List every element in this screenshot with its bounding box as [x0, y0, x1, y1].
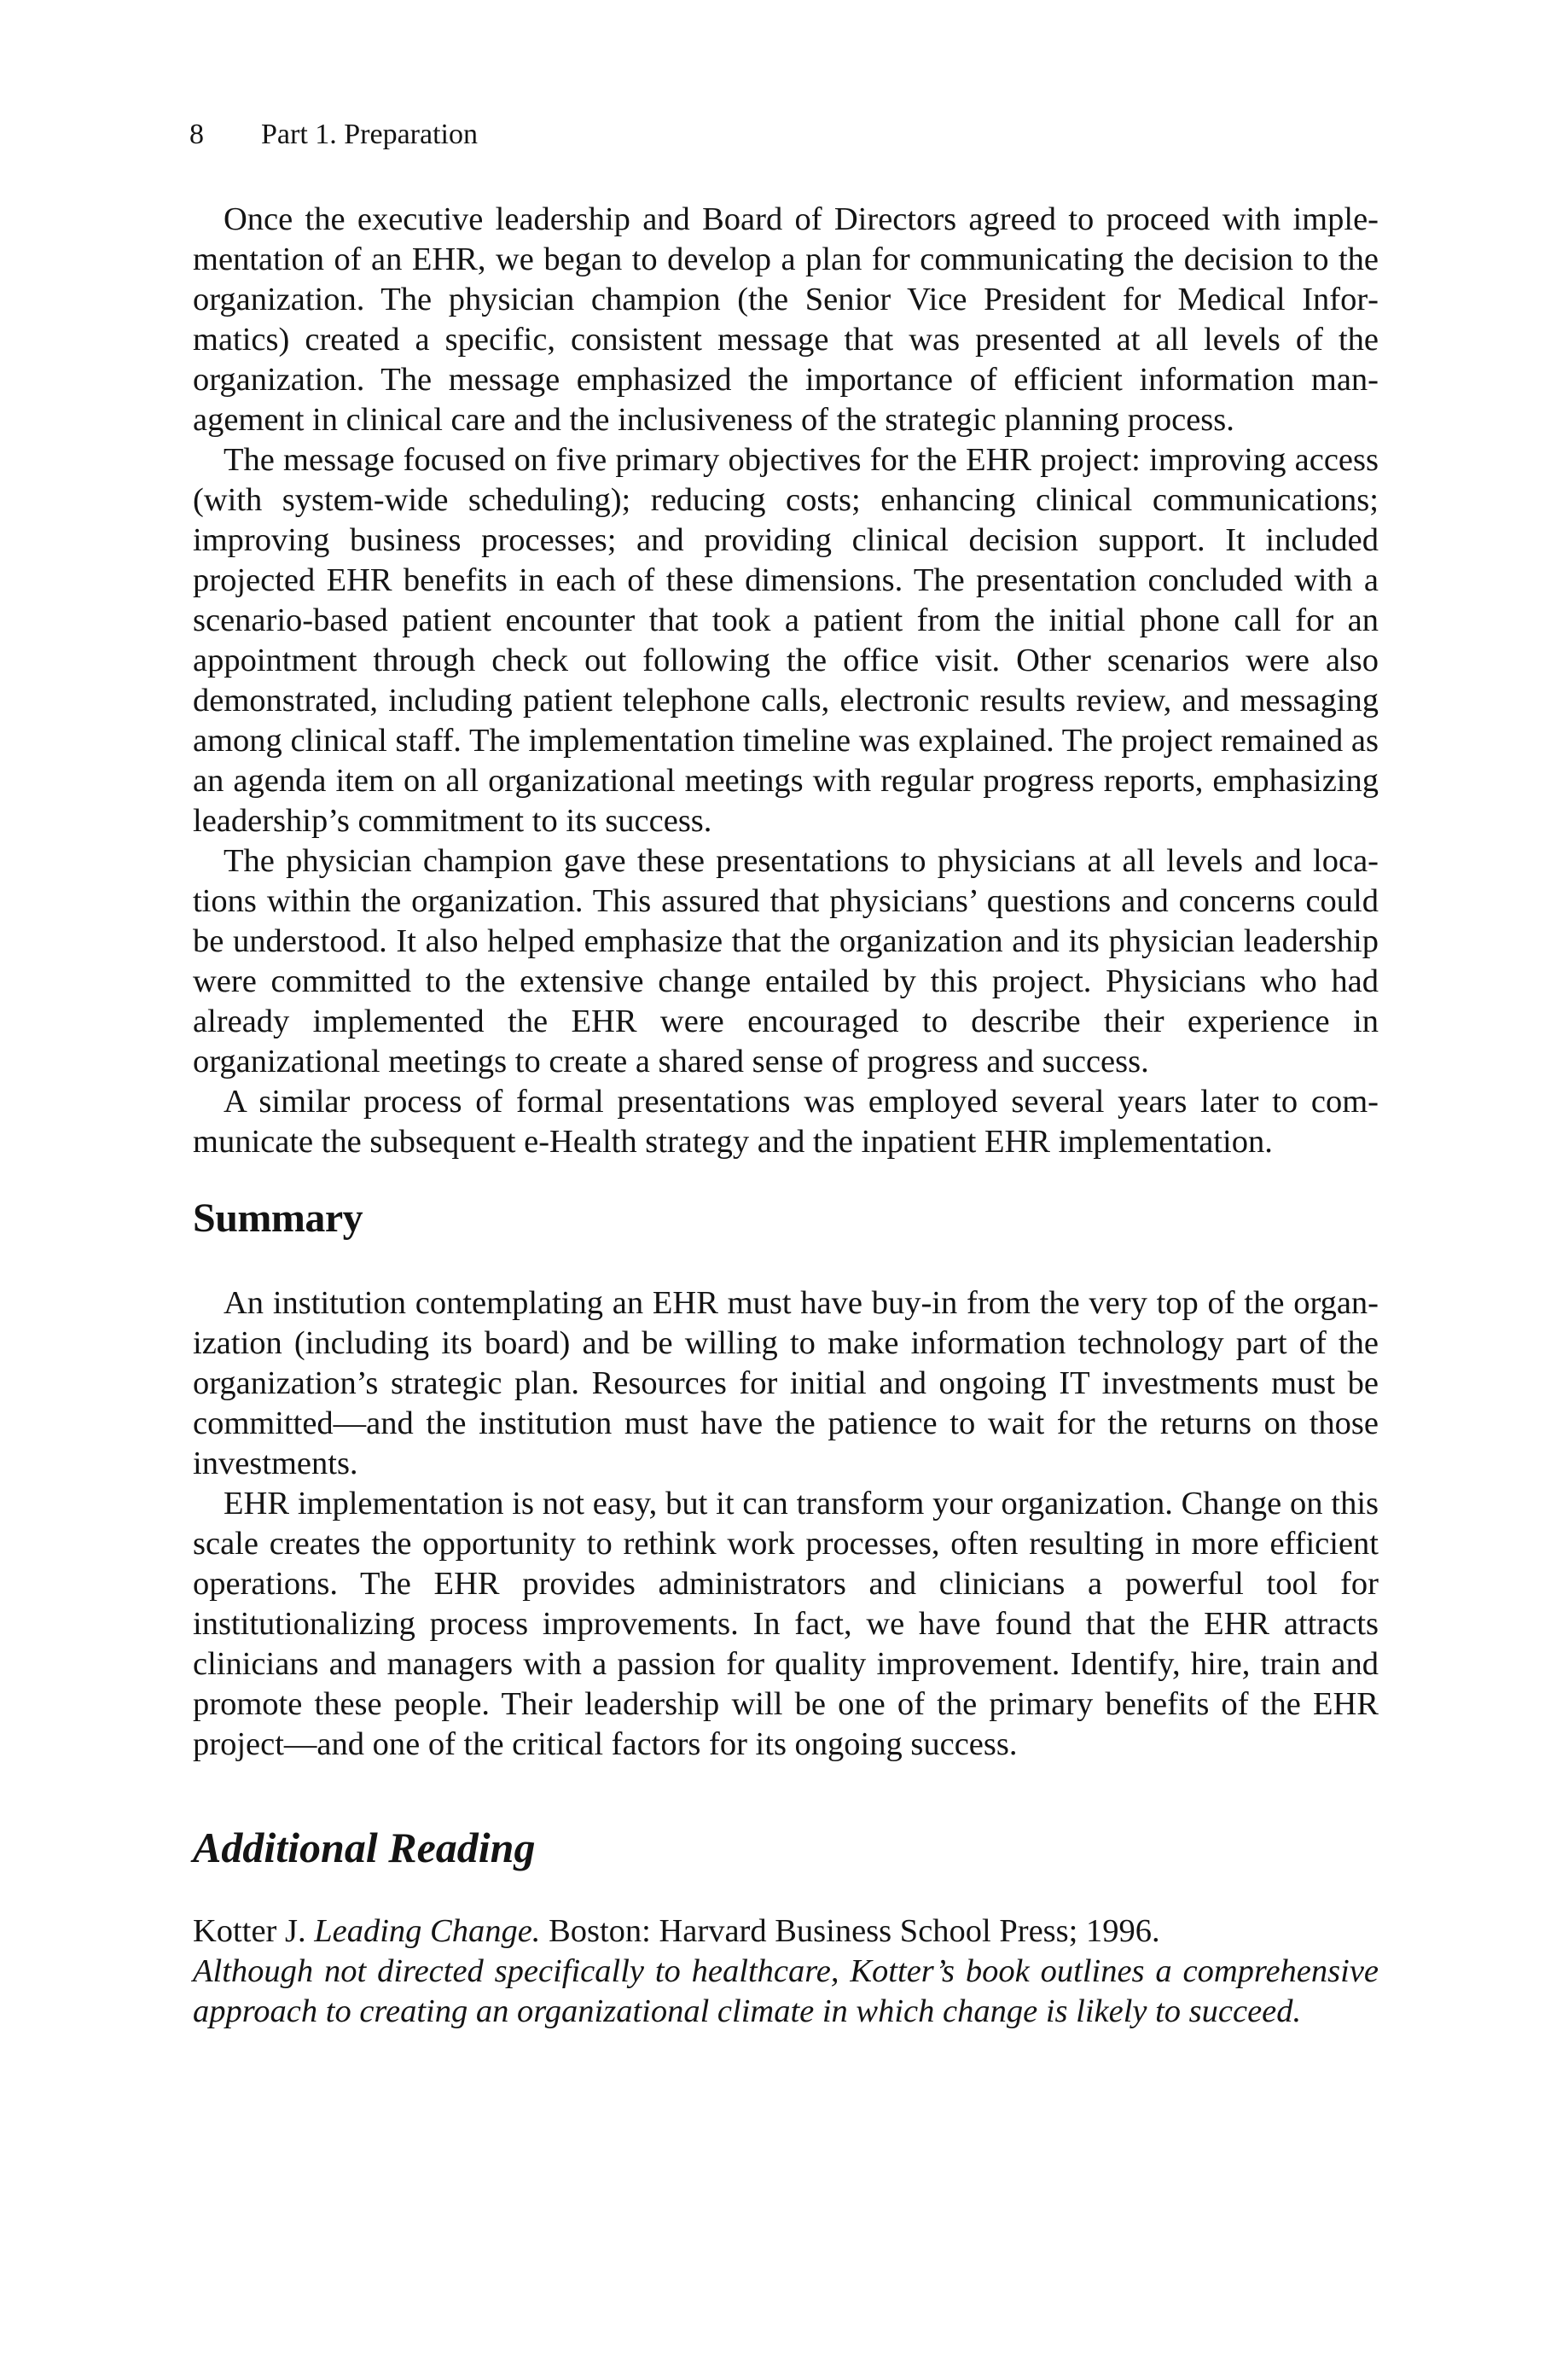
body-section: [193, 200, 1379, 1162]
page-number: 8: [189, 119, 204, 150]
summary-paragraph-1: An institution contemplating an EHR must have buy-in from the very top of the organization (including its board) and be willing to make information technology part of the organization’s strategic plan. Resources for initial and ongoing IT investments must be committed—and the institution must have the patience to wait for the returns on those investments.: [193, 1285, 1379, 1481]
running-head: [189, 118, 478, 152]
summary-section: [193, 1283, 1379, 1765]
body-paragraph-3: The physician champion gave these presentations to physicians at all levels and locations within the organization. This assured that physicians’ questions and concerns could be understood. It also helped emphasize that the organization and its physician leadership were committed to the extensive change entailed by this project. Physicians who had already implemented the EHR were encouraged to describe their experience in organizational meetings to create a shared sense of progress and success.: [193, 843, 1379, 1079]
additional-reading-heading: Additional Reading: [193, 1824, 536, 1871]
summary-paragraph-2: EHR implementation is not easy, but it can transform your organization. Change on this scale creates the opportunity to rethink work processes, often resulting in more efficient operations. The EHR provides administrators and clinicians a powerful tool for institutionalizing process improvements. In fact, we have found that the EHR attracts clinicians and managers with a passion for quality improvement. Identify, hire, train and promote these people. Their leadership will be one of the primary benefits of the EHR project—and one of the critical factors for its ongoing success.: [193, 1486, 1379, 1762]
part-title: Part 1. Preparation: [261, 119, 478, 150]
reference-author: Kotter J.: [193, 1913, 306, 1949]
reference-title: Leading Change.: [314, 1913, 541, 1949]
reference-entry: [193, 1911, 1379, 1952]
additional-reading-section: [193, 1911, 1379, 2032]
summary-heading: Summary: [193, 1196, 363, 1241]
reference-annotation: Although not directed specifically to healthcare, Kotter’s book outlines a comprehensive approach to creating an organizational climate in which change is likely to succeed.: [193, 1953, 1379, 2029]
body-paragraph-4: A similar process of formal presentations was employed several years later to communicate the subsequent e-Health strategy and the inpatient EHR implementation.: [193, 1084, 1379, 1160]
body-paragraph-2: The message focused on five primary objectives for the EHR project: improving access (with system-wide scheduling); reducing costs; enhancing clinical communications; improving business processes; and providing clinical decision support. It included projected EHR benefits in each of these dimensions. The presentation concluded with a scenario-based patient encounter that took a patient from the initial phone call for an appointment through check out following the office visit. Other scenarios were also demonstrated, including patient telephone calls, electronic results review, and messaging among clinical staff. The implementation timeline was explained. The project remained as an agenda item on all organizational meetings with regular progress reports, emphasizing leadership’s commitment to its success.: [193, 442, 1379, 839]
reference-publication: Boston: Harvard Business School Press; 1996.: [549, 1913, 1160, 1949]
body-paragraph-1: Once the executive leadership and Board of Directors agreed to proceed with implementation of an EHR, we began to develop a plan for communicating the decision to the organization. The physician champion (the Senior Vice President for Medical Informatics) created a specific, consistent message that was presented at all levels of the organization. The message emphasized the importance of efficient information management in clinical care and the inclusiveness of the strategic planning process.: [193, 201, 1379, 438]
